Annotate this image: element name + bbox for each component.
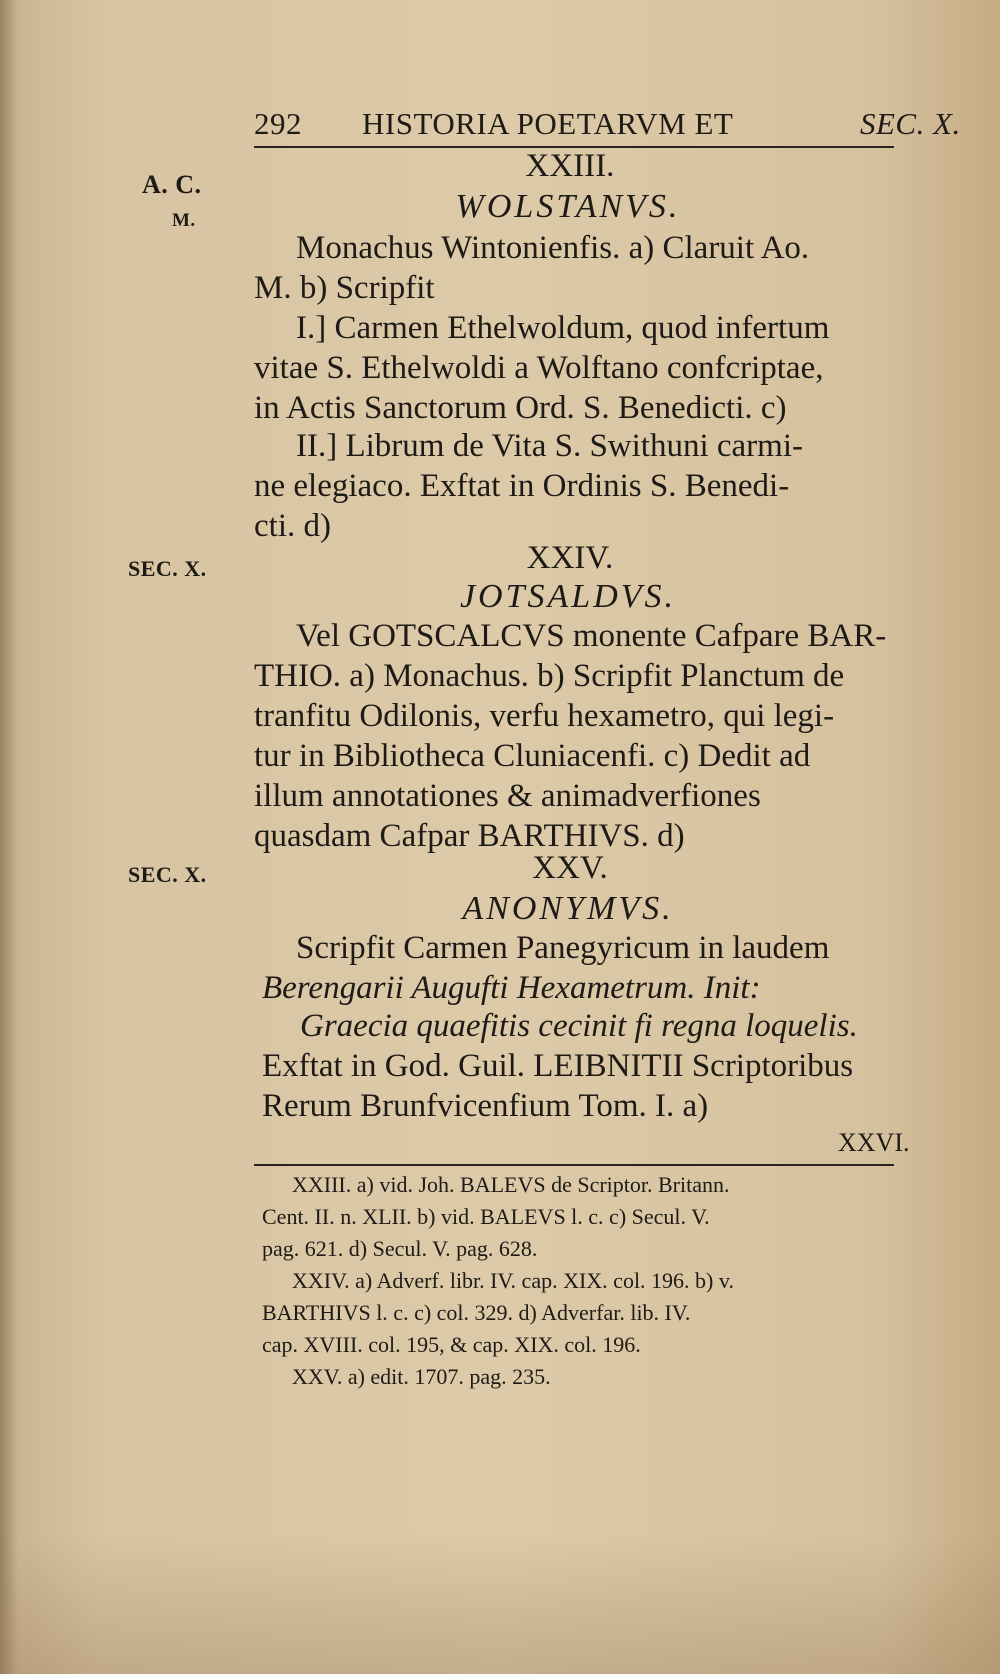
footnote-line: cap. XVIII. col. 195, & cap. XIX. col. 196. [262, 1332, 641, 1357]
text-line: quasdam Cafpar BARTHIVS. d) [254, 818, 685, 854]
text-line: Scripfit Carmen Panegyricum in laudem [296, 930, 830, 966]
footnote-line: XXIII. a) vid. Joh. BALEVS de Scriptor. Britann. [292, 1172, 730, 1197]
entry-number-xxiv: XXIV. [526, 540, 614, 576]
text-line: illum annotationes & animadverfiones [254, 778, 761, 814]
page-gutter-shadow [0, 0, 18, 1674]
text-line: ne elegiaco. Exftat in Ordinis S. Benedi- [254, 468, 790, 504]
text-line: cti. d) [254, 508, 331, 544]
margin-anno-christi: A. C. [142, 170, 202, 199]
entry-name-anonymus: ANONYMVS. [462, 890, 674, 927]
footnote-line: Cent. II. n. XLII. b) vid. BALEVS l. c. c) Secul. V. [262, 1204, 710, 1229]
footnote-line: pag. 621. d) Secul. V. pag. 628. [262, 1236, 538, 1261]
quoted-verse: Graecia quaefitis cecinit fi regna loquelis. [300, 1008, 858, 1044]
entry-number-xxiii: XXIII. [525, 148, 615, 184]
text-line: M. b) Scripfit [254, 270, 435, 306]
paper-discoloration [0, 1534, 1000, 1674]
margin-m: M. [172, 210, 196, 231]
catchword: XXVI. [838, 1128, 910, 1157]
text-line: vitae S. Ethelwoldi a Wolftano confcriptae, [254, 350, 824, 386]
footnote-line: XXV. a) edit. 1707. pag. 235. [292, 1364, 551, 1389]
text-line: THIO. a) Monachus. b) Scripfit Planctum de [254, 658, 845, 694]
running-section: SEC. X. [860, 106, 961, 141]
text-line: Berengarii Augufti Hexametrum. Init: [262, 970, 761, 1006]
entry-name-wolstanus: WOLSTANVS. [455, 188, 681, 225]
footnote-rule [254, 1164, 894, 1166]
entry-name-jotsaldus: JOTSALDVS. [459, 578, 677, 615]
text-line: Monachus Wintonienfis. a) Claruit Ao. [296, 230, 810, 266]
text-line: tranfitu Odilonis, verfu hexametro, qui legi- [254, 698, 835, 734]
running-title: HISTORIA POETARVM ET [362, 106, 734, 141]
margin-section-1: SEC. X. [128, 556, 207, 581]
entry-number-xxv: XXV. [532, 850, 608, 886]
text-line: Vel GOTSCALCVS monente Cafpare BAR- [296, 618, 887, 654]
text-line: Rerum Brunfvicenfium Tom. I. a) [262, 1088, 709, 1124]
text-line: tur in Bibliotheca Cluniacenfi. c) Dedit ad [254, 738, 811, 774]
footnote-line: BARTHIVS l. c. c) col. 329. d) Adverfar. lib. IV. [262, 1300, 691, 1325]
text-line: Exftat in God. Guil. LEIBNITII Scriptoribus [262, 1048, 854, 1084]
footnote-line: XXIV. a) Adverf. libr. IV. cap. XIX. col. 196. b) v. [292, 1268, 734, 1293]
margin-section-2: SEC. X. [128, 862, 207, 887]
page-number: 292 [254, 106, 302, 141]
text-line: I.] Carmen Ethelwoldum, quod infertum [296, 310, 830, 346]
text-line: II.] Librum de Vita S. Swithuni carmi- [296, 428, 803, 464]
text-line: in Actis Sanctorum Ord. S. Benedicti. c) [254, 390, 787, 426]
